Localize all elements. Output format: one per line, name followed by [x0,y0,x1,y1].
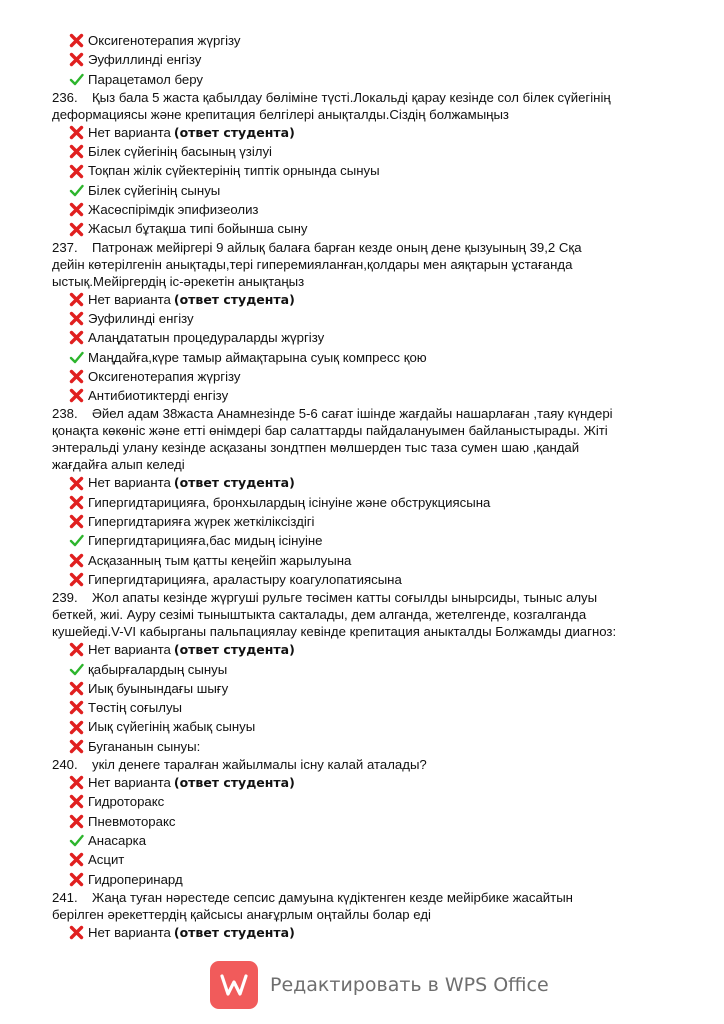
answer-option [52,717,682,736]
cross-icon [68,513,85,530]
answer-option-text: Нет варианта [88,475,171,491]
cross-icon [68,680,85,697]
answer-option [52,70,682,89]
cross-icon [68,201,85,218]
cross-icon [68,163,85,180]
answer-option-text: Нет варианта [88,775,171,791]
question-text: Патронаж мейіргері 9 айлық балаға барған кезде оның дене қызуының 39,2 Сқа [92,239,582,255]
question [52,89,682,123]
question-text: Жаңа туған нәрестеде сепсис дамуына күдіктенген кезде мейірбике жасайтын [92,889,573,905]
answer-option [52,386,682,405]
answer-option [52,640,682,659]
question-text: Әйел адам 38жаста Анамнезінде 5-6 сағат ішінде жағдайы нашарлаған ,таяу күндері [92,406,613,422]
cross-icon [68,699,85,716]
cross-icon [68,719,85,736]
answer-option-text: Жасөспірімдік эпифизеолиз [88,202,259,218]
answer-option-text: Алаңдататын процедураларды жүргізу [88,330,325,346]
answer-option-text: Асцит [88,852,125,868]
answer-option-text: Иық буынындағы шығу [88,680,229,696]
answer-option-text: Білек сүйегінің сынуы [88,182,221,198]
answer-option-text: Нет варианта [88,124,171,140]
question-line [52,239,682,256]
cross-icon [68,494,85,511]
check-icon [68,71,85,88]
cross-icon [68,221,85,238]
question-text: қонақта көкөніс және етті өнімдері бар салаттарды пайдалануымен байланыстырады. Жіті [52,423,608,439]
answer-option [52,50,682,69]
question-text: кушейеді.V-VI кабырганы пальпациялау кевінде крепитация аныкталды Болжамды диагноз: [52,624,617,640]
check-icon [68,532,85,549]
answer-option [52,219,682,238]
answer-option [52,200,682,219]
question-text: Жол апаты кезінде жүргуші рульге төсімен катты соғылды ынырсиды, тыныс алуы [92,590,598,606]
question-text: укіл денеге таралған жайылмалы існу калай аталады? [92,757,427,773]
question-line [52,273,682,290]
question-line [52,756,682,773]
question-line [52,589,682,606]
check-icon [68,832,85,849]
answer-option [52,161,682,180]
answer-option-text: Парацетамол беру [88,71,203,87]
student-answer-tag: (ответ студента) [173,775,295,791]
cross-icon [68,793,85,810]
question-line [52,606,682,623]
answer-option [52,870,682,889]
cross-icon [68,738,85,755]
question-text: берілген әрекеттердің қайсысы анағұрлым оңтайлы болар еді [52,906,431,922]
question-text: дейін көтерілгенін анықтады,тері гиперемияланған,қолдары мен аяқтарын ұстағанда [52,256,573,272]
question-number: 238. [52,406,78,422]
student-answer-tag: (ответ студента) [173,291,295,307]
question-text: жағдайға алып келеді [52,457,185,473]
cross-icon [68,291,85,308]
answer-option [52,831,682,850]
cross-icon [68,310,85,327]
answer-option-text: Нет варианта [88,291,171,307]
wps-edit-label[interactable]: Редактировать в WPS Office [270,974,549,996]
answer-option-text: Төстің соғылуы [88,700,183,716]
answer-option [52,812,682,831]
answer-option-text: Гипергидтарицияға, араластыру коагулопатиясына [88,571,402,587]
answer-option [52,493,682,512]
question-line [52,89,682,106]
student-answer-tag: (ответ студента) [173,642,295,658]
cross-icon [68,774,85,791]
question-line [52,889,682,906]
cross-icon [68,51,85,68]
question-text: энтеральді улану кезінде асқазаны зондтпен мөлшерден тыс таза сумен шаю ,қандай [52,440,580,456]
question [52,239,682,290]
answer-option-text: Пневмоторакс [88,813,176,829]
cross-icon [68,475,85,492]
question-number: 239. [52,590,78,606]
answer-option-text: Бугананын сынуы: [88,738,201,754]
answer-option-text: Тоқпан жілік сүйектерінің типтік орнында сынуы [88,163,380,179]
answer-option [52,367,682,386]
answer-option [52,328,682,347]
question-number: 240. [52,757,78,773]
student-answer-tag: (ответ студента) [173,924,295,940]
answer-option-text: Иық сүйегінің жабық сынуы [88,719,256,735]
answer-option [52,698,682,717]
answer-option-text: Эуфиллинді енгізу [88,52,202,68]
cross-icon [68,813,85,830]
cross-icon [68,387,85,404]
cross-icon [68,329,85,346]
question-text: беткей, жиі. Ауру сезімі тыныштыкта сакталады, дем алганда, жетелгенде, козгалганда [52,607,587,623]
question-text: ыстық.Мейіргердің іс-әрекетін анықтаңыз [52,273,305,289]
answer-option [52,850,682,869]
answer-option-text: Анасарка [88,832,147,848]
question [52,756,682,773]
answer-option-text: Антибиотиктерді енгізу [88,388,229,404]
cross-icon [68,924,85,941]
answer-option-text: Асқазанның тым қатты кеңейіп жарылуына [88,552,352,568]
answer-option [52,737,682,756]
question-number: 237. [52,239,78,255]
answer-option [52,660,682,679]
answer-option [52,142,682,161]
answer-option [52,309,682,328]
answer-option [52,923,682,942]
student-answer-tag: (ответ студента) [173,475,295,491]
question-line [52,623,682,640]
answer-option-text: қабырғалардың сынуы [88,661,228,677]
answer-option [52,473,682,492]
answer-option-text: Оксигенотерапия жүргізу [88,33,241,48]
answer-option-text: Білек сүйегінің басының үзілуі [88,144,272,160]
question-number: 236. [52,89,78,105]
question [52,589,682,640]
answer-option-text: Жасыл бұтақша типі бойынша сыну [88,221,308,237]
question-line [52,456,682,473]
question [52,405,682,473]
question-line [52,256,682,273]
question-line [52,106,682,123]
answer-option-text: Оксигенотерапия жүргізу [88,368,241,384]
cross-icon [68,124,85,141]
answer-option-text: Маңдайға,күре тамыр аймақтарына суық компресс қою [88,349,427,365]
answer-option [52,512,682,531]
answer-option-text: Гипергидтарицияға, бронхылардың ісінуіне және обструкциясына [88,494,491,510]
check-icon [68,661,85,678]
wps-logo-icon[interactable] [210,961,258,1009]
cross-icon [68,871,85,888]
answer-option-text: Нет варианта [88,642,171,658]
answer-option [52,123,682,142]
answer-option [52,551,682,570]
question-line [52,422,682,439]
answer-option [52,531,682,550]
answer-option-text: Эуфилинді енгізу [88,310,194,326]
wps-edit-banner[interactable] [210,961,550,1009]
cross-icon [68,143,85,160]
answer-option-text: Гипергидтарияға жүрек жеткіліксіздігі [88,514,315,530]
answer-option [52,290,682,309]
check-icon [68,182,85,199]
cross-icon [68,571,85,588]
question [52,889,682,923]
cross-icon [68,32,85,49]
document-body [52,31,682,942]
student-answer-tag: (ответ студента) [173,124,295,140]
answer-option-text: Нет варианта [88,924,171,940]
cross-icon [68,368,85,385]
question-text: Қыз бала 5 жаста қабылдау бөліміне түсті.Локальді қарау кезінде сол білек сүйегінің [92,89,611,105]
check-icon [68,349,85,366]
answer-option [52,773,682,792]
question-line [52,439,682,456]
question-text: деформациясы және крепитация белгілері анықталды.Сіздің болжамыңыз [52,106,509,122]
cross-icon [68,641,85,658]
answer-option [52,679,682,698]
answer-option [52,348,682,367]
question-line [52,405,682,422]
question-number: 241. [52,889,78,905]
cross-icon [68,552,85,569]
answer-option-text: Гипергидтарицияға,бас мидың ісінуіне [88,533,323,549]
answer-option [52,570,682,589]
answer-option [52,31,682,50]
cross-icon [68,851,85,868]
answer-option [52,181,682,200]
answer-option [52,792,682,811]
answer-option-text: Гидроперинард [88,871,183,887]
question-line [52,906,682,923]
answer-option-text: Гидроторакс [88,794,165,810]
